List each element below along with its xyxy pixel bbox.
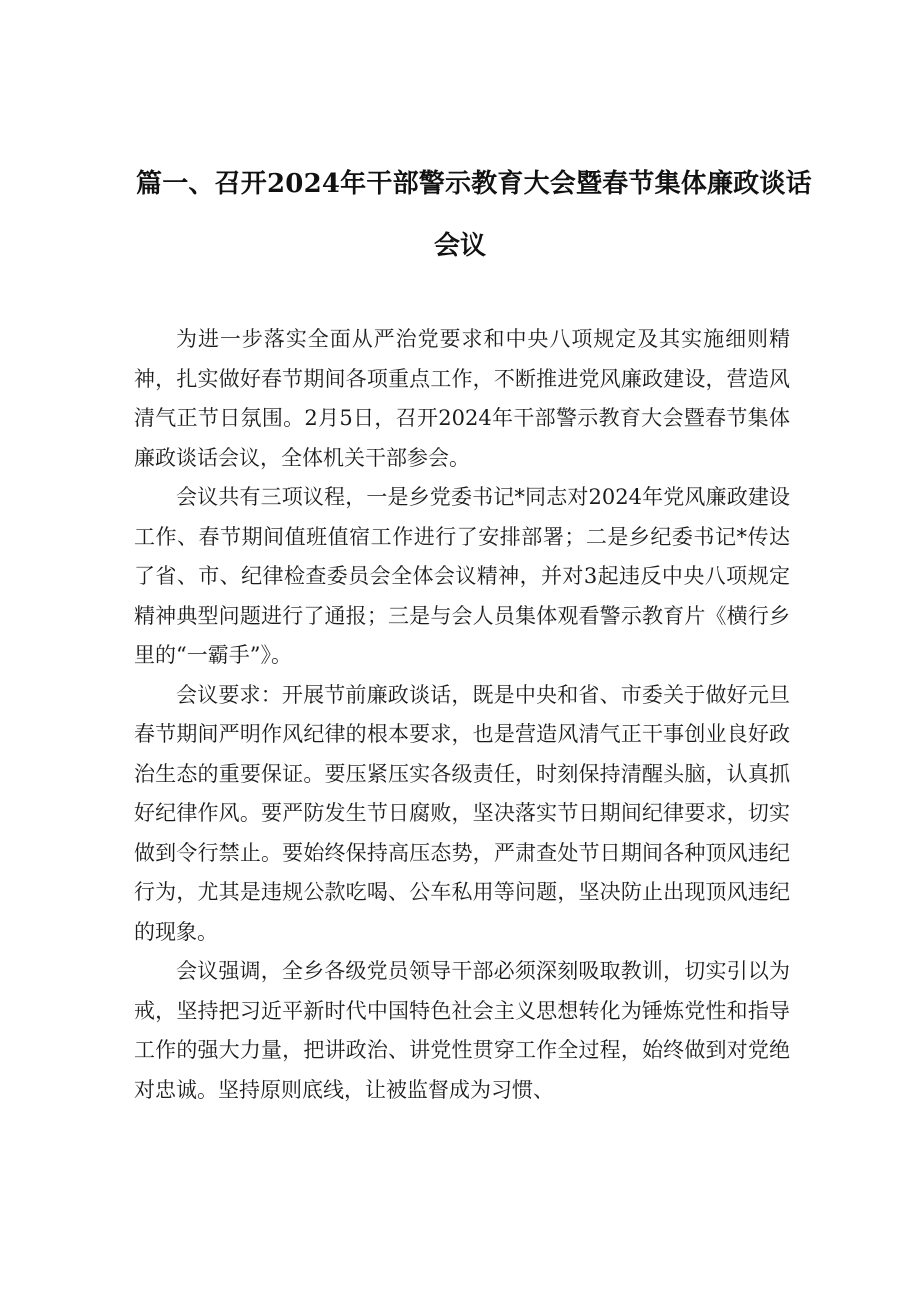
paragraph-agenda: 会议共有三项议程，一是乡党委书记*同志对2024年党风廉政建设工作、春节期间值班值宿工作进行了安排部署；二是乡纪委书记*传达了省、市、纪律检查委员会全体会议精神，并对3起违反中央八项规定精神典型问题进行了通报；三是与会人员集体观看警示教育片《横行乡里的“一霸手”》。 — [134, 485, 790, 667]
document-body — [134, 320, 790, 1110]
title-line-2: 会议 — [433, 231, 486, 261]
document-title — [120, 164, 812, 266]
paragraph-emphasis: 会议强调，全乡各级党员领导干部必须深刻吸取教训，切实引以为戒，坚持把习近平新时代中国特色社会主义思想转化为锤炼党性和指导工作的强大力量，把讲政治、讲党性贯穿工作全过程，始终做到对党绝对忠诚。坚持原则底线，让被监督成为习惯、 — [134, 959, 790, 1102]
paragraph-intro: 为进一步落实全面从严治党要求和中央八项规定及其实施细则精神，扎实做好春节期间各项重点工作，不断推进党风廉政建设，营造风清气正节日氛围。2月5日，召开2024年干部警示教育大会暨春节集体廉政谈话会议，全体机关干部参会。 — [134, 327, 790, 470]
title-line-1: 篇一、召开2024年干部警示教育大会暨春节集体廉政谈话 — [136, 169, 812, 199]
paragraph-requirements: 会议要求：开展节前廉政谈话，既是中央和省、市委关于做好元旦春节期间严明作风纪律的根本要求，也是营造风清气正干事创业良好政治生态的重要保证。要压紧压实各级责任，时刻保持清醒头脑，认真抓好纪律作风。要严防发生节日腐败，坚决落实节日期间纪律要求，切实做到令行禁止。要始终保持高压态势，严肃查处节日期间各种顶风违纪行为，尤其是违规公款吃喝、公车私用等问题，坚决防止出现顶风违纪的现象。 — [134, 682, 790, 944]
